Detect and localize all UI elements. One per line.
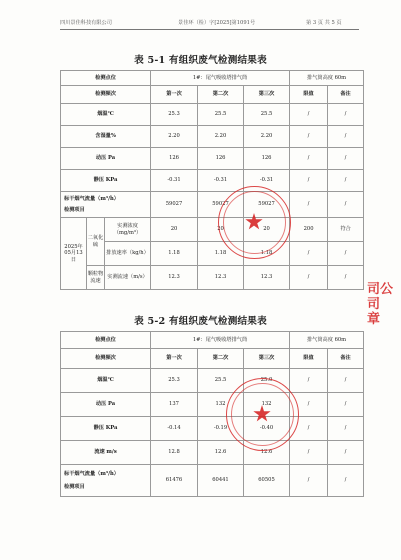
cell: 132	[198, 393, 244, 417]
cell: 137	[151, 393, 198, 417]
table-row	[61, 465, 364, 497]
row-label: 静压 KPa	[61, 170, 151, 192]
cell: 126	[198, 148, 244, 170]
cell: /	[328, 242, 364, 266]
table1-point-value: 1#：尾气吸收塔排气筒	[151, 71, 290, 86]
table2-freq-label: 检测频次	[61, 349, 151, 369]
edge-seal-fragment: 司公司 章	[367, 282, 394, 327]
cell: 25.5	[198, 369, 244, 393]
cell: /	[290, 266, 328, 290]
flow-label: 标干烟气流量（m³/h）	[64, 471, 119, 477]
cell: 126	[151, 148, 198, 170]
cell: /	[290, 126, 328, 148]
row-label: 烟温℃	[61, 369, 151, 393]
item-label: 检测项目	[64, 483, 85, 490]
table2	[60, 331, 364, 497]
cell: /	[290, 369, 328, 393]
cell: /	[290, 148, 328, 170]
so2-label: 二氧化硫	[87, 218, 105, 266]
cell: 2.20	[151, 126, 198, 148]
cell: 12.6	[198, 441, 244, 465]
table1	[60, 70, 364, 290]
cell: /	[328, 126, 364, 148]
table2-stack-height: 排气筒高度 60m	[290, 332, 364, 349]
table2-col: 第二次	[198, 349, 244, 369]
cell: 59027	[244, 192, 290, 218]
cell: /	[290, 417, 328, 441]
table1-col: 第二次	[198, 86, 244, 104]
cell: 60505	[244, 465, 290, 497]
inspection-seal-1	[218, 186, 292, 260]
table1-stack-height: 排气筒高度 60m	[290, 71, 364, 86]
cell: 2.20	[244, 126, 290, 148]
table-row	[61, 441, 364, 465]
table2-title: 表 5-2 有组织废气检测结果表	[134, 316, 267, 327]
cell: /	[290, 104, 328, 126]
cell: -0.40	[244, 417, 290, 441]
cell: /	[290, 170, 328, 192]
cell: 符合	[328, 218, 364, 242]
table-row	[61, 266, 364, 290]
cell: 12.3	[244, 266, 290, 290]
table-row	[61, 369, 364, 393]
inspection-seal-2	[226, 378, 300, 452]
flow-label: 标干烟气流量（m³/h）	[64, 196, 119, 202]
cell: 1.18	[151, 242, 198, 266]
cell: 25.3	[151, 369, 198, 393]
cell: 12.8	[151, 441, 198, 465]
cell: -0.31	[244, 170, 290, 192]
flow-label-cell	[61, 465, 151, 497]
table1-col: 限值	[290, 86, 328, 104]
table-row	[61, 417, 364, 441]
cell: /	[328, 417, 364, 441]
table-row	[61, 242, 364, 266]
table-row	[61, 218, 364, 242]
table2-col: 备注	[328, 349, 364, 369]
cell: /	[290, 465, 328, 497]
table1-col: 第一次	[151, 86, 198, 104]
sub-label: 排放速率（kg/h）	[105, 242, 151, 266]
cell: 59027	[151, 192, 198, 218]
table1-title: 表 5-1 有组织废气检测结果表	[134, 55, 267, 66]
cell: 60441	[198, 465, 244, 497]
row-label: 烟温℃	[61, 104, 151, 126]
sub-label: 实测浓度（mg/m³）	[105, 218, 151, 242]
table2-point-label: 检测点位	[61, 332, 151, 349]
table-row	[61, 393, 364, 417]
cell: -0.14	[151, 417, 198, 441]
row-label: 含湿量%	[61, 126, 151, 148]
cell: 132	[244, 393, 290, 417]
cell: 25.3	[151, 104, 198, 126]
cell: 20	[198, 218, 244, 242]
cell: 20	[244, 218, 290, 242]
cell: 12.3	[198, 266, 244, 290]
row-label: 流速 m/s	[61, 441, 151, 465]
cell: -0.31	[198, 170, 244, 192]
row-label: 动压 Pa	[61, 148, 151, 170]
cell: /	[328, 465, 364, 497]
item-label: 检测项目	[64, 206, 85, 213]
cell: 25.0	[244, 369, 290, 393]
sampling-date: 2025年05月13日	[61, 218, 87, 290]
cell: /	[290, 242, 328, 266]
cell: 25.5	[198, 104, 244, 126]
flow-label-cell	[61, 192, 151, 218]
cell: 200	[290, 218, 328, 242]
cell: -0.31	[151, 170, 198, 192]
header-company: 四川景佳科技有限公司	[60, 20, 112, 26]
cell: /	[328, 266, 364, 290]
table1-freq-label: 检测频次	[61, 86, 151, 104]
cell: 12.6	[244, 441, 290, 465]
table-row	[61, 170, 364, 192]
table1-col: 第三次	[244, 86, 290, 104]
table2-col: 限值	[290, 349, 328, 369]
cell: 2.20	[198, 126, 244, 148]
cell: 25.5	[244, 104, 290, 126]
cell: -0.19	[198, 417, 244, 441]
cell: /	[328, 170, 364, 192]
header-rule	[60, 29, 359, 30]
table1-point-label: 检测点位	[61, 71, 151, 86]
cell: 1.18	[198, 242, 244, 266]
cell: /	[328, 441, 364, 465]
cell: 126	[244, 148, 290, 170]
table1-col: 备注	[328, 86, 364, 104]
cell: 61476	[151, 465, 198, 497]
header-page-number: 第 3 页 共 5 页	[306, 20, 342, 26]
sub-label: 实测流速（m/s）	[105, 266, 151, 290]
header-report-number: 景佳环（检）字[2025]第1091号	[178, 20, 256, 26]
row-label: 动压 Pa	[61, 393, 151, 417]
cell: /	[328, 148, 364, 170]
table2-col: 第三次	[244, 349, 290, 369]
cell: 59027	[198, 192, 244, 218]
cell: 1.18	[244, 242, 290, 266]
table-row	[61, 148, 364, 170]
table2-point-value: 1#：尾气吸收塔排气筒	[151, 332, 290, 349]
cell: 20	[151, 218, 198, 242]
cell: /	[328, 393, 364, 417]
cell: /	[290, 192, 328, 218]
table-row	[61, 192, 364, 218]
cell: /	[328, 369, 364, 393]
table-row	[61, 104, 364, 126]
cell: /	[290, 441, 328, 465]
dust-label: 颗粒物流速	[87, 266, 105, 290]
cell: /	[328, 192, 364, 218]
cell: /	[328, 104, 364, 126]
row-label: 静压 KPa	[61, 417, 151, 441]
table-row	[61, 126, 364, 148]
cell: /	[290, 393, 328, 417]
table2-col: 第一次	[151, 349, 198, 369]
cell: 12.3	[151, 266, 198, 290]
